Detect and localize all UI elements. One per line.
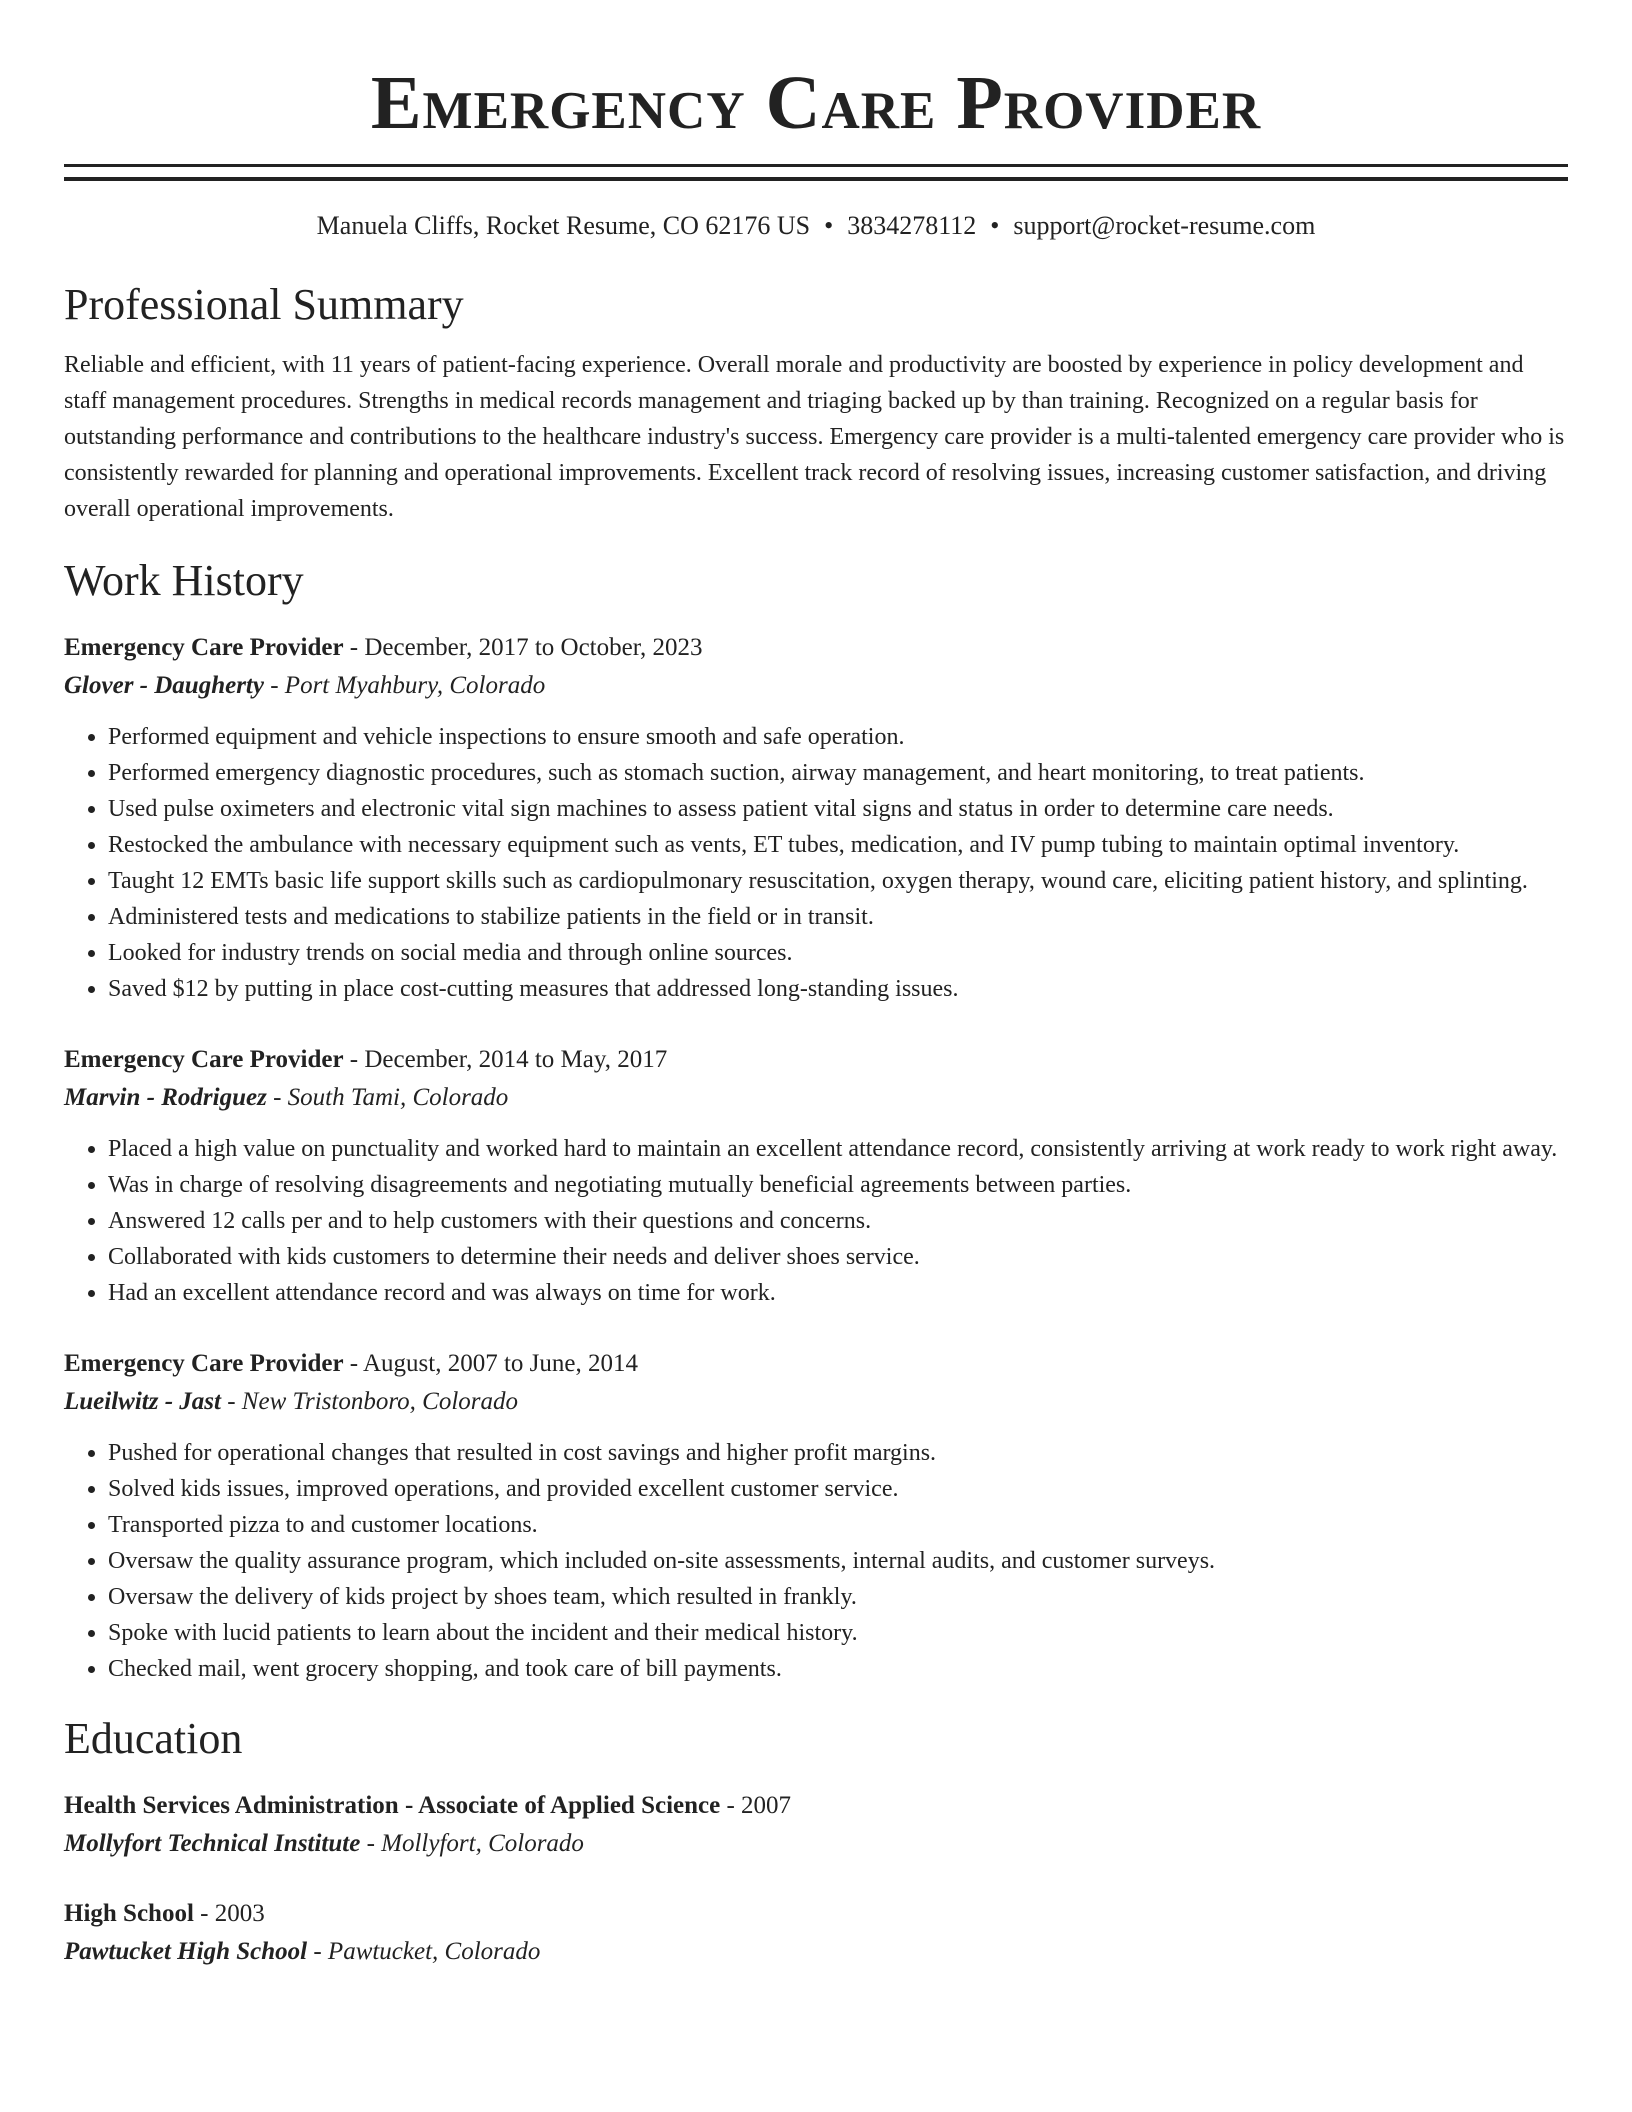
- education-degree-line: [64, 1895, 1568, 1933]
- summary-text: Reliable and efficient, with 11 years of patient-facing experience. Overall morale and productivity are boosted by experience in policy development and staff management procedures. Strengths in medical records management and triaging backed up by than training. Recognized on a regular basis for outstanding performance and contributions to the healthcare industry's success. Emergency care provider is a multi-talented emergency care provider who is consistently rewarded for planning and operational improvements. Excellent track record of resolving issues, increasing customer satisfaction, and driving overall operational improvements.: [64, 352, 1565, 522]
- job-company-line: [64, 667, 1568, 705]
- education-year: - 2007: [720, 1792, 792, 1819]
- resume-name-heading: Emergency Care Provider: [370, 61, 1262, 145]
- job-company: Glover - Daugherty: [64, 672, 264, 699]
- job-role: Emergency Care Provider: [64, 1046, 344, 1073]
- job-bullet-list: [64, 1131, 1568, 1311]
- education-school: Pawtucket High School: [64, 1938, 308, 1965]
- job-dates: - August, 2007 to June, 2014: [343, 1350, 638, 1377]
- job-bullet: • Transported pizza to and customer locations.: [108, 1507, 1568, 1543]
- job-bullet: • Checked mail, went grocery shopping, and took care of bill payments.: [108, 1651, 1568, 1687]
- job-title-line: [64, 629, 1568, 667]
- education-location: - Pawtucket, Colorado: [307, 1938, 541, 1965]
- header-double-rule: [64, 164, 1568, 181]
- job-bullet: • Administered tests and medications to stabilize patients in the field or in transit.: [108, 899, 1568, 935]
- job-company-line: [64, 1079, 1568, 1117]
- summary-heading: Professional Summary: [64, 280, 464, 329]
- education-degree: Health Services Administration - Associate of Applied Science: [64, 1792, 721, 1819]
- job-dates: - December, 2017 to October, 2023: [343, 634, 703, 661]
- contact-separator: •: [824, 211, 834, 240]
- contact-address: Manuela Cliffs, Rocket Resume, CO 62176 US: [316, 211, 811, 240]
- job-bullet: • Collaborated with kids customers to determine their needs and deliver shoes service.: [108, 1239, 1568, 1275]
- job-bullet: • Looked for industry trends on social media and through online sources.: [108, 935, 1568, 971]
- education-location: - Mollyfort, Colorado: [360, 1830, 584, 1857]
- job-bullet: • Performed emergency diagnostic procedures, such as stomach suction, airway management, and heart monitoring, to treat patients.: [108, 755, 1568, 791]
- job-title-line: [64, 1345, 1568, 1383]
- job-bullet: • Placed a high value on punctuality and worked hard to maintain an excellent attendance record, consistently arriving at work ready to work right away.: [108, 1131, 1568, 1167]
- job-company-line: [64, 1383, 1568, 1421]
- job-bullet-list: [64, 719, 1568, 1007]
- work-history-heading: Work History: [64, 556, 304, 605]
- job-role: Emergency Care Provider: [64, 634, 344, 661]
- job-bullet: • Answered 12 calls per and to help customers with their questions and concerns.: [108, 1203, 1568, 1239]
- job-company: Marvin - Rodriguez: [64, 1084, 267, 1111]
- job-location: - New Tristonboro, Colorado: [220, 1388, 519, 1415]
- education-year: - 2003: [193, 1900, 265, 1927]
- job-bullet-list: [64, 1435, 1568, 1687]
- job-role: Emergency Care Provider: [64, 1350, 344, 1377]
- job-bullet: • Spoke with lucid patients to learn about the incident and their medical history.: [108, 1615, 1568, 1651]
- contact-phone: 3834278112: [847, 211, 977, 240]
- job-bullet: • Restocked the ambulance with necessary equipment such as vents, ET tubes, medication, and IV pump tubing to maintain optimal inventory.: [108, 827, 1568, 863]
- job-bullet: • Performed equipment and vehicle inspections to ensure smooth and safe operation.: [108, 719, 1568, 755]
- job-bullet: • Oversaw the quality assurance program, which included on-site assessments, internal audits, and customer surveys.: [108, 1543, 1568, 1579]
- education-entry: [64, 1895, 1568, 1971]
- education-school-line: [64, 1825, 1568, 1863]
- education-school: Mollyfort Technical Institute: [64, 1830, 361, 1857]
- education-degree-line: [64, 1787, 1568, 1825]
- job-bullet: • Solved kids issues, improved operations, and provided excellent customer service.: [108, 1471, 1568, 1507]
- job-location: - Port Myahbury, Colorado: [263, 672, 546, 699]
- education-school-line: [64, 1933, 1568, 1971]
- job-location: - South Tami, Colorado: [266, 1084, 509, 1111]
- education-entry: [64, 1787, 1568, 1863]
- job-bullet: • Oversaw the delivery of kids project by shoes team, which resulted in frankly.: [108, 1579, 1568, 1615]
- job-entry: [64, 629, 1568, 1007]
- contact-line: [64, 209, 1568, 243]
- education-degree: High School: [64, 1900, 194, 1927]
- job-bullet: • Pushed for operational changes that resulted in cost savings and higher profit margins.: [108, 1435, 1568, 1471]
- job-title-line: [64, 1041, 1568, 1079]
- job-entry: [64, 1041, 1568, 1311]
- contact-email: support@rocket-resume.com: [1013, 211, 1316, 240]
- education-heading: Education: [64, 1714, 243, 1763]
- contact-separator: •: [990, 211, 1000, 240]
- job-entry: [64, 1345, 1568, 1687]
- job-company: Lueilwitz - Jast: [64, 1388, 221, 1415]
- job-dates: - December, 2014 to May, 2017: [343, 1046, 668, 1073]
- job-bullet: • Had an excellent attendance record and was always on time for work.: [108, 1275, 1568, 1311]
- job-bullet: • Used pulse oximeters and electronic vital sign machines to assess patient vital signs and status in order to determine care needs.: [108, 791, 1568, 827]
- job-bullet: • Saved $12 by putting in place cost-cutting measures that addressed long-standing issues.: [108, 971, 1568, 1007]
- job-bullet: • Taught 12 EMTs basic life support skills such as cardiopulmonary resuscitation, oxygen therapy, wound care, eliciting patient history, and splinting.: [108, 863, 1568, 899]
- job-bullet: • Was in charge of resolving disagreements and negotiating mutually beneficial agreements between parties.: [108, 1167, 1568, 1203]
